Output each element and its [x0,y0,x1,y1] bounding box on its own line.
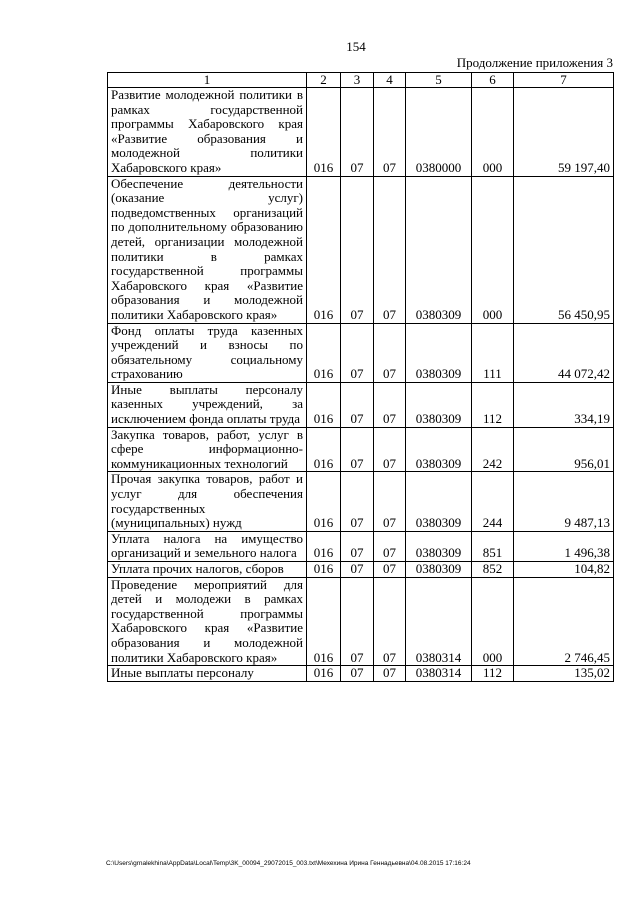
row-code-subsection: 07 [374,577,406,666]
row-code-ministry: 016 [307,427,341,472]
row-name: Иные выплаты персоналу [108,666,307,682]
row-code-section: 07 [341,176,374,323]
row-amount: 104,82 [514,562,614,578]
header-col-2: 2 [307,73,341,88]
row-code-subsection: 07 [374,382,406,427]
row-code-expense-type: 000 [472,176,514,323]
row-code-section: 07 [341,427,374,472]
row-code-target: 0380309 [406,323,472,382]
header-col-7: 7 [514,73,614,88]
row-amount: 2 746,45 [514,577,614,666]
row-code-target: 0380000 [406,88,472,177]
row-code-section: 07 [341,666,374,682]
row-code-subsection: 07 [374,176,406,323]
footer-file-path: C:\Users\grnalekhina\AppData\Local\Temp\3K_00094_29072015_003.txt\Мехехина Ирина Геннадьевна\04.08.2015 17:16:24 [106,860,471,867]
row-amount: 9 487,13 [514,472,614,531]
row-name: Обеспечение деятельности (оказание услуг) подведомственных организаций по дополнительному образованию детей, организации молодежной политики в рамках государственной программы Хабаровского края «Развитие образования и молодежной политики Хабаровского края» [108,176,307,323]
row-code-expense-type: 851 [472,531,514,561]
row-code-section: 07 [341,531,374,561]
row-name: Развитие молодежной политики в рамках государственной программы Хабаровского края «Развитие образования и молодежной политики Хабаровского края» [108,88,307,177]
row-code-target: 0380309 [406,531,472,561]
table-row [108,562,614,578]
row-code-subsection: 07 [374,666,406,682]
table-row [108,323,614,382]
row-code-section: 07 [341,323,374,382]
row-code-expense-type: 112 [472,666,514,682]
header-col-4: 4 [374,73,406,88]
row-name: Уплата прочих налогов, сборов [108,562,307,578]
row-code-subsection: 07 [374,531,406,561]
row-code-target: 0380309 [406,562,472,578]
row-amount: 135,02 [514,666,614,682]
row-amount: 1 496,38 [514,531,614,561]
row-code-subsection: 07 [374,88,406,177]
table-row [108,472,614,531]
row-code-expense-type: 244 [472,472,514,531]
row-code-expense-type: 242 [472,427,514,472]
row-code-ministry: 016 [307,323,341,382]
table-header-row [108,73,614,88]
row-code-section: 07 [341,88,374,177]
row-name: Иные выплаты персоналу казенных учреждений, за исключением фонда оплаты труда [108,382,307,427]
table-row [108,88,614,177]
row-code-section: 07 [341,562,374,578]
appendix-continuation-label: Продолжение приложения 3 [456,55,613,70]
row-code-ministry: 016 [307,382,341,427]
row-code-section: 07 [341,382,374,427]
row-code-expense-type: 000 [472,88,514,177]
row-code-expense-type: 852 [472,562,514,578]
row-code-expense-type: 000 [472,577,514,666]
row-amount: 956,01 [514,427,614,472]
header-col-1: 1 [108,73,307,88]
row-amount: 56 450,95 [514,176,614,323]
row-code-target: 0380309 [406,382,472,427]
table-row [108,531,614,561]
row-name: Прочая закупка товаров, работ и услуг для обеспечения государственных (муниципальных) нужд [108,472,307,531]
row-code-target: 0380309 [406,472,472,531]
row-amount: 59 197,40 [514,88,614,177]
row-code-section: 07 [341,577,374,666]
row-code-ministry: 016 [307,472,341,531]
row-code-subsection: 07 [374,472,406,531]
row-name: Уплата налога на имущество организаций и земельного налога [108,531,307,561]
row-code-ministry: 016 [307,531,341,561]
row-amount: 334,19 [514,382,614,427]
row-name: Фонд оплаты труда казенных учреждений и взносы по обязательному социальному страхованию [108,323,307,382]
row-code-target: 0380314 [406,577,472,666]
table-row [108,382,614,427]
row-code-ministry: 016 [307,577,341,666]
row-name: Закупка товаров, работ, услуг в сфере информационно-коммуникационных технологий [108,427,307,472]
table-row [108,666,614,682]
table-row [108,577,614,666]
row-code-subsection: 07 [374,323,406,382]
page-number: 154 [346,39,366,54]
table-row [108,176,614,323]
header-col-6: 6 [472,73,514,88]
row-name: Проведение мероприятий для детей и молодежи в рамках государственной программы Хабаровского края «Развитие образования и молодежной политики Хабаровского края» [108,577,307,666]
table-row [108,427,614,472]
budget-table [107,72,614,682]
row-code-target: 0380309 [406,427,472,472]
header-col-3: 3 [341,73,374,88]
row-amount: 44 072,42 [514,323,614,382]
row-code-ministry: 016 [307,176,341,323]
row-code-target: 0380309 [406,176,472,323]
row-code-subsection: 07 [374,562,406,578]
row-code-ministry: 016 [307,562,341,578]
row-code-target: 0380314 [406,666,472,682]
row-code-expense-type: 111 [472,323,514,382]
row-code-ministry: 016 [307,88,341,177]
row-code-expense-type: 112 [472,382,514,427]
row-code-ministry: 016 [307,666,341,682]
row-code-section: 07 [341,472,374,531]
row-code-subsection: 07 [374,427,406,472]
header-col-5: 5 [406,73,472,88]
